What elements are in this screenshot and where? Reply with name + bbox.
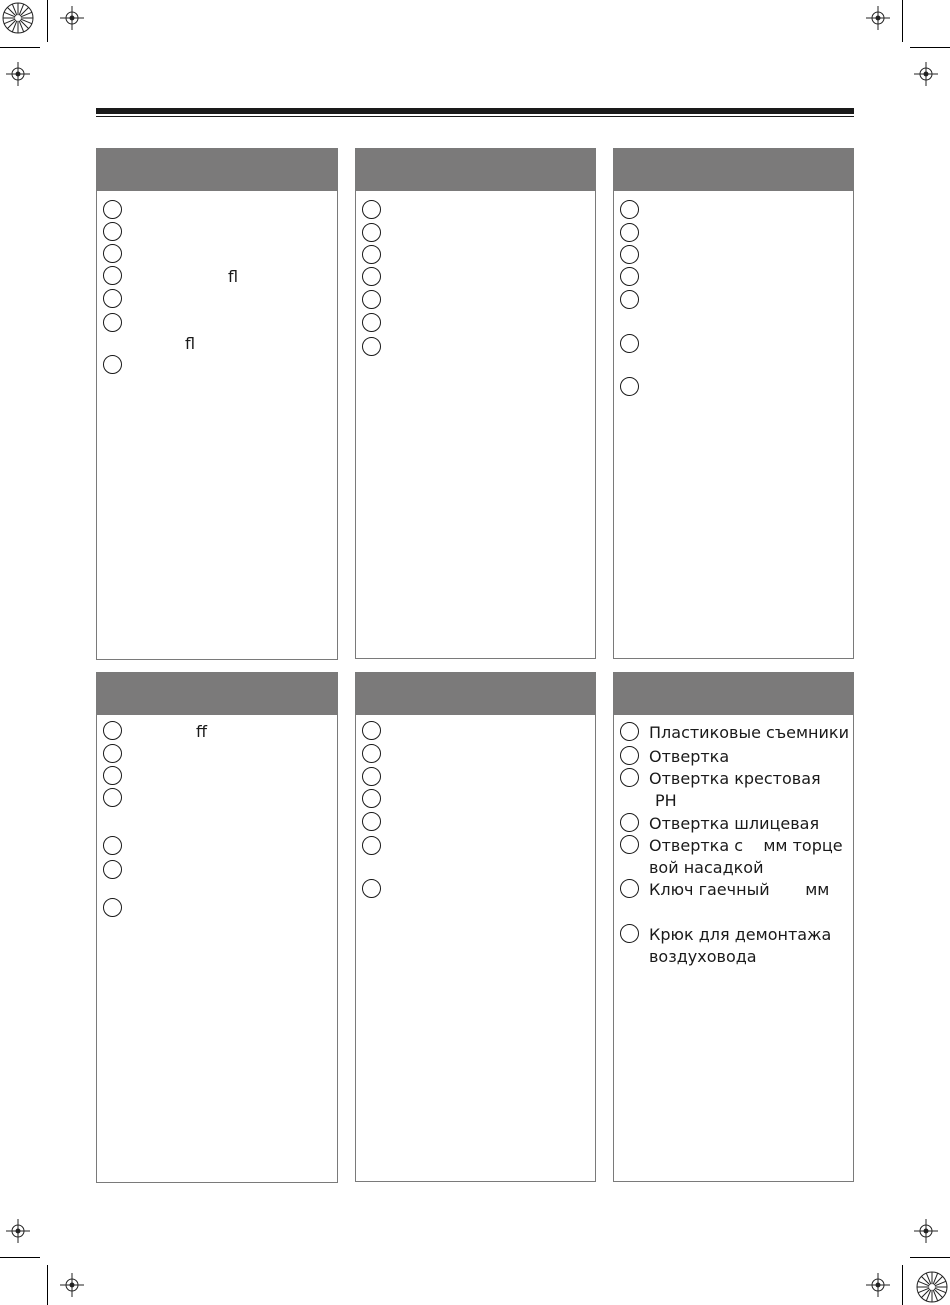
item-number-circle (362, 223, 381, 242)
list-item (103, 355, 333, 377)
item-number-circle (620, 267, 639, 286)
list-item (103, 200, 333, 222)
panel-header (614, 673, 853, 715)
list-item-continuation (103, 333, 333, 355)
panel-header (356, 673, 595, 715)
item-text: PH (655, 791, 677, 810)
item-number-circle (362, 721, 381, 740)
item-number-circle (620, 835, 639, 854)
crosshair-mark-left-1 (6, 62, 30, 86)
cut-line (910, 1257, 950, 1258)
list-item (103, 244, 333, 266)
panel-header (97, 149, 337, 191)
list-item (103, 898, 333, 920)
item-number-circle (620, 722, 639, 741)
tool-panel-1 (96, 148, 338, 660)
item-number-circle (620, 334, 639, 353)
item-number-circle (103, 266, 122, 285)
list-item-continuation (620, 790, 849, 812)
item-text: воздуховода (649, 947, 757, 966)
cut-line (0, 47, 40, 48)
list-item (362, 721, 591, 743)
item-number-circle (620, 223, 639, 242)
tool-panel-5 (355, 672, 596, 1182)
list-item (103, 836, 333, 858)
list-item (362, 267, 591, 289)
item-number-circle (362, 200, 381, 219)
item-number-circle (620, 813, 639, 832)
crosshair-mark-right-1 (914, 62, 938, 86)
item-number-circle (362, 267, 381, 286)
list-item (620, 835, 849, 857)
list-item (620, 722, 849, 744)
list-item (620, 746, 849, 768)
item-text: fl (185, 334, 196, 353)
list-item (620, 377, 849, 399)
list-item (620, 879, 849, 901)
list-item (103, 860, 333, 882)
item-text: Отвертка с мм торце (649, 836, 843, 855)
list-item (362, 337, 591, 359)
crosshair-mark-top-1 (60, 6, 84, 30)
list-item-continuation (620, 946, 849, 968)
header-rule-thin (96, 116, 854, 117)
registration-mark-bottom-right (904, 1259, 950, 1305)
item-number-circle (103, 355, 122, 374)
list-item (103, 744, 333, 766)
list-item (362, 744, 591, 766)
item-text: ff (196, 722, 208, 741)
item-number-circle (103, 788, 122, 807)
item-text: Пластиковые съемники (649, 723, 849, 742)
cut-line (0, 1257, 40, 1258)
item-number-circle (103, 860, 122, 879)
item-number-circle (103, 836, 122, 855)
panel-header (97, 673, 337, 715)
list-item (362, 290, 591, 312)
list-item (362, 789, 591, 811)
item-number-circle (362, 767, 381, 786)
item-number-circle (620, 924, 639, 943)
list-item (103, 222, 333, 244)
list-item (620, 267, 849, 289)
crosshair-mark-top-2 (866, 6, 890, 30)
item-text: Отвертка шлицевая (649, 814, 820, 833)
list-item (362, 767, 591, 789)
crosshair-mark-bottom-2 (866, 1273, 890, 1297)
item-number-circle (362, 290, 381, 309)
list-item (362, 313, 591, 335)
panel-header (614, 149, 853, 191)
item-number-circle (362, 789, 381, 808)
crosshair-mark-right-2 (914, 1219, 938, 1243)
item-text: Отвертка крестовая (649, 769, 821, 788)
tool-panel-4 (96, 672, 338, 1183)
item-number-circle (103, 200, 122, 219)
item-number-circle (620, 377, 639, 396)
item-text: Ключ гаечный мм (649, 880, 830, 899)
list-item (103, 266, 333, 288)
item-number-circle (362, 744, 381, 763)
cut-line (47, 1265, 48, 1305)
tool-panel-6 (613, 672, 854, 1182)
list-item (620, 813, 849, 835)
list-item (620, 290, 849, 312)
item-number-circle (362, 836, 381, 855)
item-number-circle (103, 721, 122, 740)
list-item (362, 223, 591, 245)
header-rule (96, 108, 854, 114)
item-number-circle (362, 879, 381, 898)
item-number-circle (103, 289, 122, 308)
list-item (620, 924, 849, 946)
item-number-circle (103, 244, 122, 263)
list-item (362, 879, 591, 901)
list-item (620, 245, 849, 267)
list-item (620, 768, 849, 790)
list-item (103, 788, 333, 810)
item-number-circle (103, 766, 122, 785)
list-item (362, 200, 591, 222)
item-text: fl (228, 267, 239, 286)
list-item (362, 836, 591, 858)
item-number-circle (103, 222, 122, 241)
list-item (362, 812, 591, 834)
item-number-circle (620, 200, 639, 219)
list-item-continuation (620, 857, 849, 879)
list-item (103, 313, 333, 335)
cut-line (902, 1265, 903, 1305)
cut-line (47, 0, 48, 42)
item-number-circle (103, 898, 122, 917)
registration-mark-top-left (0, 0, 46, 46)
list-item (620, 223, 849, 245)
item-number-circle (620, 746, 639, 765)
tool-panel-2 (355, 148, 596, 659)
cut-line (902, 0, 903, 42)
list-item (362, 245, 591, 267)
tool-panel-3 (613, 148, 854, 659)
item-text: вой насадкой (649, 858, 764, 877)
item-number-circle (362, 313, 381, 332)
item-number-circle (103, 744, 122, 763)
list-item (103, 289, 333, 311)
list-item (103, 766, 333, 788)
cut-line (910, 47, 950, 48)
list-item (620, 334, 849, 356)
item-number-circle (362, 337, 381, 356)
crosshair-mark-bottom-1 (60, 1273, 84, 1297)
item-number-circle (620, 290, 639, 309)
panel-header (356, 149, 595, 191)
list-item (103, 721, 333, 743)
item-text: Отвертка (649, 747, 730, 766)
crosshair-mark-left-2 (6, 1219, 30, 1243)
item-number-circle (362, 245, 381, 264)
item-number-circle (620, 245, 639, 264)
item-number-circle (620, 879, 639, 898)
list-item (620, 200, 849, 222)
item-text: Крюк для демонтажа (649, 925, 832, 944)
item-number-circle (362, 812, 381, 831)
item-number-circle (620, 768, 639, 787)
item-number-circle (103, 313, 122, 332)
